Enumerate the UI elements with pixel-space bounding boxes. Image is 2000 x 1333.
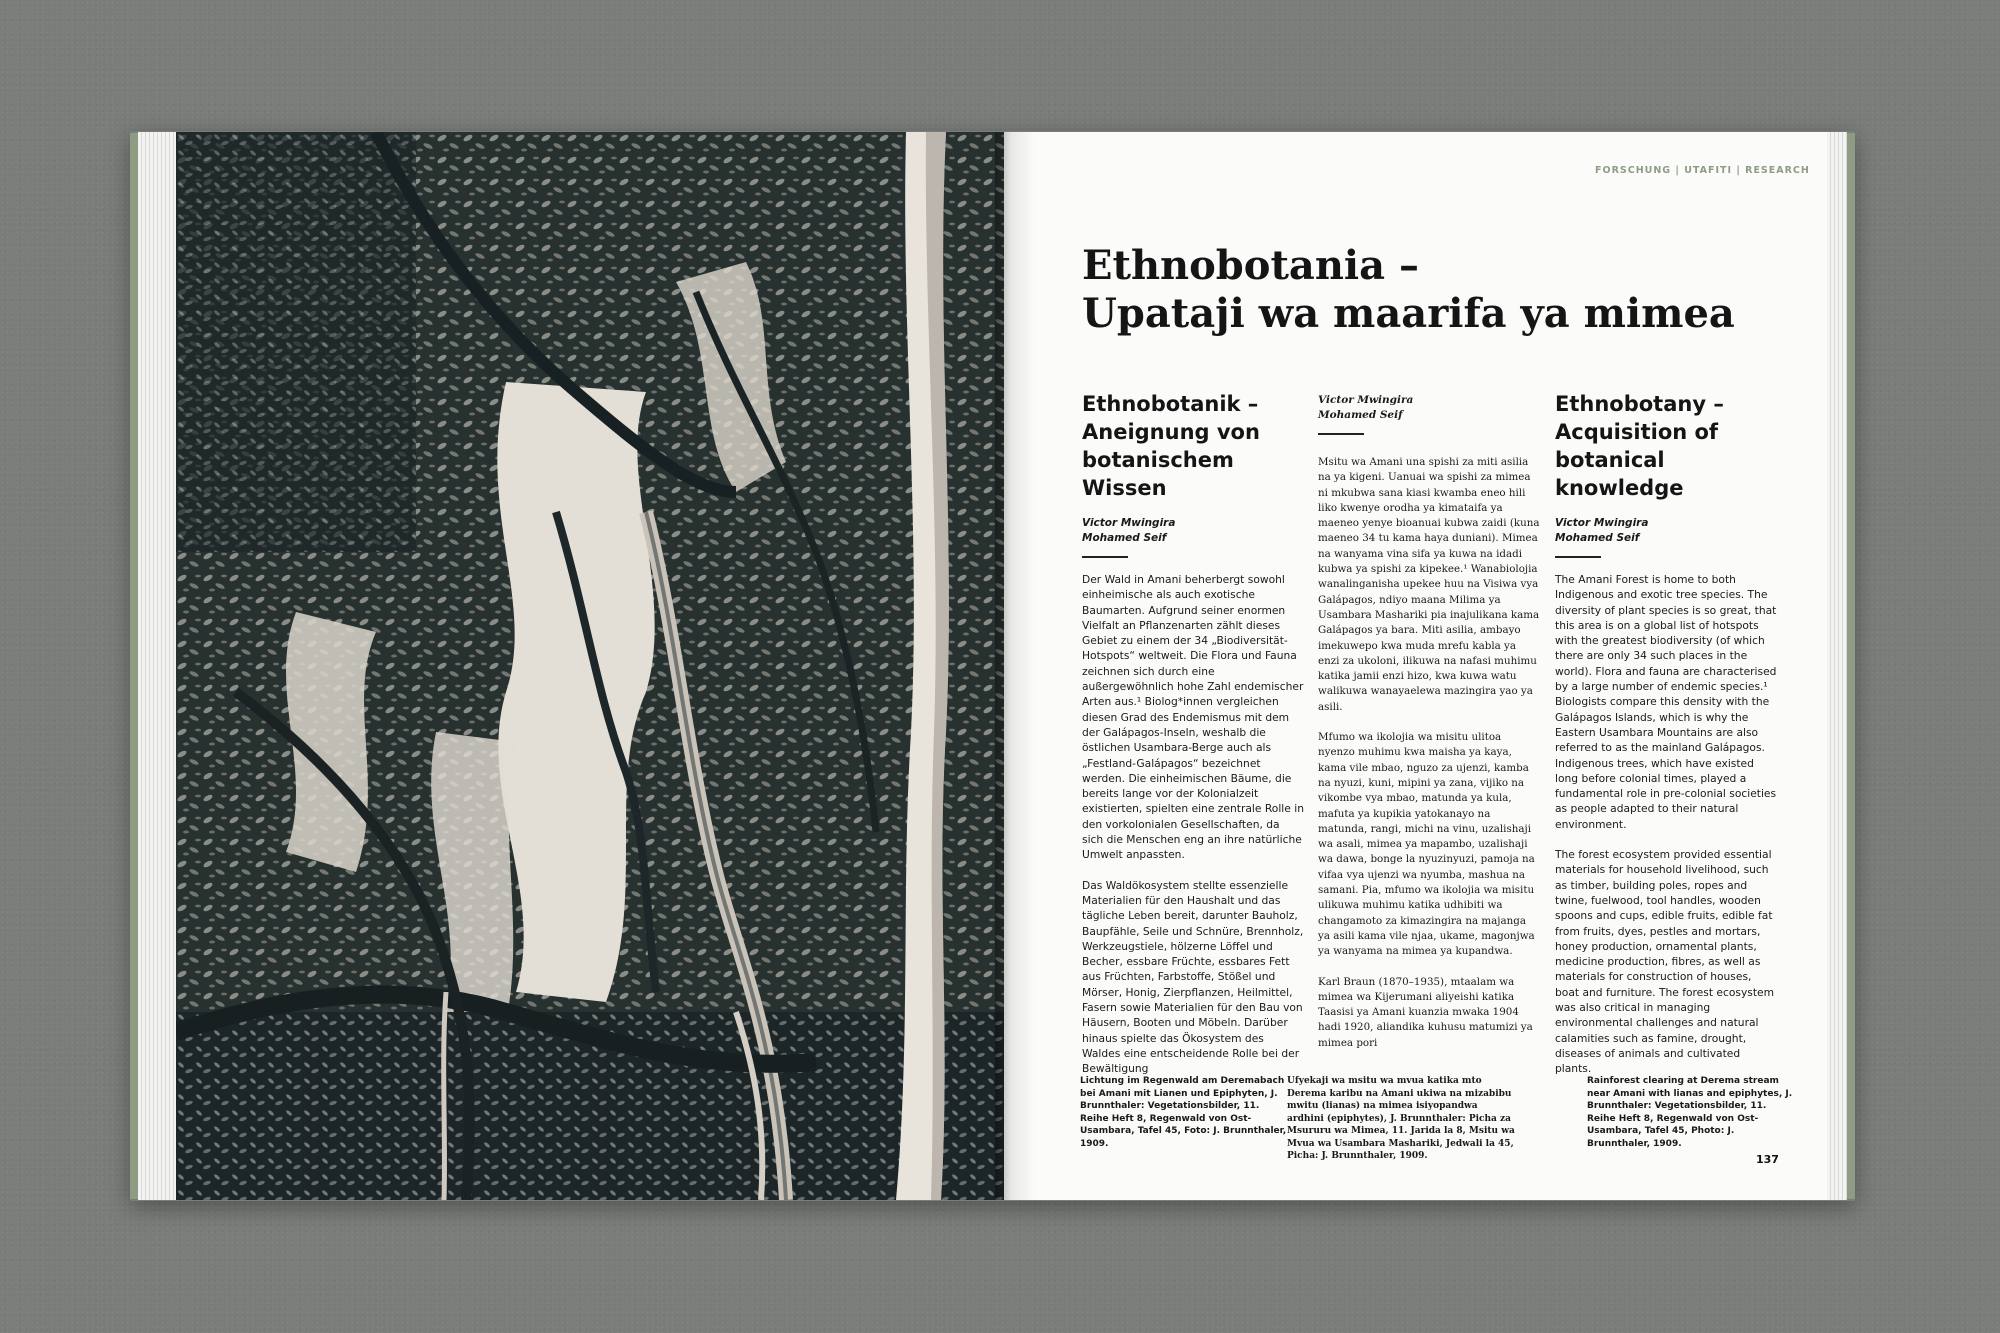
caption-german: Lichtung im Regenwald am Deremabach bei Amani mit Lianen und Epiphyten, J. Brunnthaler: Vegetationsbilder, 11. Reihe Heft 8, Regenwald von Ost-Usambara, Tafel 45, Foto: J. Brunnthaler, 1909.	[1080, 1076, 1287, 1149]
divider-rule	[1318, 433, 1364, 435]
german-heading: Ethnobotanik – Aneignung von botanischem Wissen	[1082, 392, 1260, 500]
divider-rule	[1082, 556, 1128, 558]
author-name: Mohamed Seif	[1555, 532, 1640, 544]
page-title	[1082, 242, 1735, 338]
body-paragraph: The forest ecosystem provided essential materials for household livelihood, such as timber, building poles, ropes and twine, fuelwood, tool handles, wooden spoons and cups, edible fruits, edible fat from fruits, dyes, pestles and mortars, honey production, ornamental plants, medicine production, fibres, as well as materials for construction of houses, boat and furniture. The forest ecosystem was also critical in managing environmental challenges and natural calamities such as famine, drought, diseases of animals and cultivated plants.	[1555, 848, 1775, 1076]
german-column	[1082, 390, 1304, 1077]
caption-english: Rainforest clearing at Derema stream near Amani with lianas and epiphytes, J. Brunnthaler: Vegetationsbilder, 11. Reihe Heft 8, Regenwald von Ost-Usambara, Tafel 45, Photo: J. Brunnthaler, 1909.	[1587, 1076, 1793, 1149]
author-name: Victor Mwingira	[1082, 517, 1176, 529]
author-name: Victor Mwingira	[1318, 394, 1414, 406]
page-stack-left	[138, 132, 176, 1200]
body-paragraph: The Amani Forest is home to both Indigenous and exotic tree species. The diversity of plant species is so great, that this area is on a global list of hotspots with the greatest biodiversity (of which there are only 34 such places in the world). Flora and fauna are characterised by a large number of endemic species.¹ Biologists compare this density with the Galápagos Islands, which is why the Eastern Usambara Mountains are also referred to as the mainland Galápagos. Indigenous trees, which have existed long before colonial times, played a fundamental role in pre-colonial societies as people adapted to their natural environment.	[1555, 573, 1777, 831]
swahili-authors	[1318, 393, 1540, 423]
english-heading: Ethnobotany – Acquisition of botanical knowledge	[1555, 392, 1724, 500]
body-paragraph: Msitu wa Amani una spishi za miti asilia na ya kigeni. Uanuai wa spishi za mimea ni mkubwa sana kiasi kwamba eneo hili liko kwenye orodha ya kimataifa ya maeneo yenye bioanuai kubwa zaidi (kuna maeneo 34 tu kama haya duniani). Mimea na wanyama vina sifa ya kuwa na idadi kubwa ya spishi za kipekee.¹ Wanabiolojia wanalinganisha upekee huu na Visiwa vya Galápagos, ndiyo maana Milima ya Usambara Mashariki pia inajulikana kama Galápagos ya bara. Miti asilia, ambayo imekuwepo kwa muda mrefu kabla ya enzi za ukoloni, ilikuwa na nafasi muhimu katika jamii enzi hizo, kwa kuwa watu walikuwa wanayaelewa mazingira yao ya asili.	[1318, 456, 1540, 713]
title-line-2: Upataji wa maarifa ya mimea	[1082, 290, 1735, 337]
forest-photograph	[176, 132, 1004, 1200]
author-name: Mohamed Seif	[1318, 409, 1403, 421]
page-stack-right	[1827, 132, 1847, 1200]
author-name: Mohamed Seif	[1082, 532, 1167, 544]
author-name: Victor Mwingira	[1555, 517, 1649, 529]
caption-swahili: Ufyekaji wa msitu wa mvua katika mto Derema karibu na Amani ukiwa na mizabibu mwitu (lianas) na mimea isiyopandwa ardhini (epiphytes), J. Brunnthaler: Picha za Msururu wa Mimea, 11. Jarida la 8, Msitu wa Mvua wa Usambara Mashariki, Jedwali la 45, Picha: J. Brunnthaler, 1909.	[1287, 1076, 1515, 1161]
title-line-1: Ethnobotania –	[1082, 242, 1419, 289]
body-paragraph: Das Waldökosystem stellte essenzielle Materialien für den Haushalt und das tägliche Leben bereit, darunter Bauholz, Baupfähle, Seile und Schnüre, Brennholz, Werkzeugstiele, hölzerne Löffel und Becher, essbare Früchte, essbares Fett aus Früchten, Farbstoffe, Stößel und Mörser, Honig, Zierpflanzen, Heilmittel, Fasern sowie Materialien für den Bau von Häusern, Booten und Möbeln. Darüber hinaus spielte das Ökosystem des Waldes eine entscheidende Rolle bei der Bewältigung	[1082, 878, 1304, 1076]
swahili-column	[1318, 393, 1540, 1051]
page-number: 137	[1756, 1153, 1779, 1166]
english-column	[1555, 390, 1777, 1077]
german-authors	[1082, 516, 1304, 546]
running-head: FORSCHUNG | UTAFITI | RESEARCH	[1595, 165, 1810, 176]
body-paragraph: Der Wald in Amani beherbergt sowohl einheimische als auch exotische Baumarten. Aufgrund seiner enormen Vielfalt an Pflanzenarten zählt dieses Gebiet zu einem der 34 „Biodiversität-Hotspots“ weltweit. Die Flora und Fauna zeichnen sich durch eine außergewöhnlich hohe Zahl endemischer Arten aus.¹ Biolog*innen vergleichen diesen Grad des Endemismus mit dem der Galápagos-Inseln, weshalb die östlichen Usambara-Berge auch als „Festland-Galápagos“ bezeichnet werden. Die einheimischen Bäume, die bereits lange vor der Kolonialzeit existierten, spielten eine zentrale Rolle in den vorkolonialen Gesellschaften, da sich die Menschen eng an ihre natürliche Umwelt anpassten.	[1082, 573, 1304, 862]
body-paragraph: Mfumo wa ikolojia wa misitu ulitoa nyenzo muhimu kwa maisha ya kaya, kama vile mbao, nguzo za ujenzi, kamba na nyuzi, kuni, mipini ya zana, vijiko na vikombe vya mbao, matunda ya kula, mafuta ya kupikia yatokanayo na matunda, rangi, michi na vinu, uzalishaji wa asali, mimea ya mapambo, uzalishaji wa dawa, bonge la nyuzinyuzi, pamoja na vifaa vya ujenzi wa nyumba, mashua na samani. Pia, mfumo wa ikolojia wa misitu ulikuwa muhimu katika udhibiti wa changamoto za kimazingira na majanga ya asili kama vile njaa, ukame, magonjwa ya wanyama na mimea ya kupandwa.	[1318, 731, 1535, 958]
divider-rule	[1555, 556, 1601, 558]
body-paragraph: Karl Braun (1870–1935), mtaalam wa mimea wa Kijerumani aliyeishi katika Taasisi ya Amani kuanzia mwaka 1904 hadi 1920, aliandika kuhusu matumizi ya mimea pori	[1318, 975, 1533, 1049]
english-authors	[1555, 516, 1777, 546]
